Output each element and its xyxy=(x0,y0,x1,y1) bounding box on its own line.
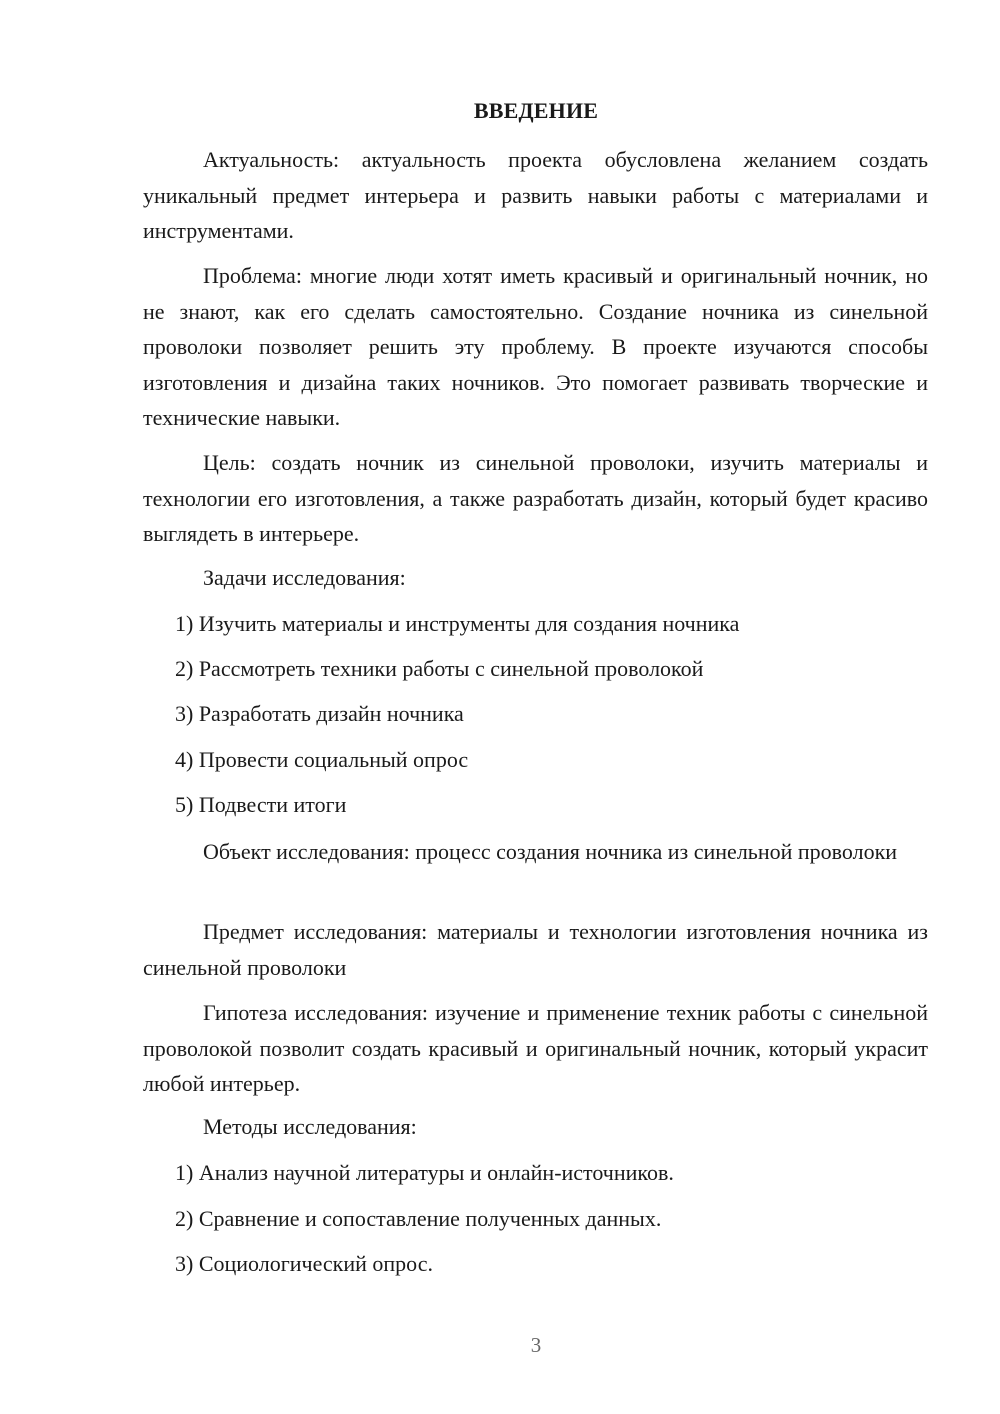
task-item: 4) Провести социальный опрос xyxy=(175,747,469,772)
task-item: 1) Изучить материалы и инструменты для создания ночника xyxy=(175,611,740,636)
relevance-paragraph: Актуальность: актуальность проекта обусловлена желанием создать уникальный предмет интерьера и развить навыки работы с материалами и инструментами. xyxy=(143,147,928,243)
page-title: ВВЕДЕНИЕ xyxy=(473,98,599,123)
method-item: 2) Сравнение и сопоставление полученных данных. xyxy=(175,1206,662,1231)
task-item: 5) Подвести итоги xyxy=(175,792,347,817)
tasks-heading: Задачи исследования: xyxy=(203,565,406,590)
task-item: 3) Разработать дизайн ночника xyxy=(175,701,464,726)
hypothesis-paragraph: Гипотеза исследования: изучение и применение техник работы с синельной проволокой позволит создать красивый и оригинальный ночник, который украсит любой интерьер. xyxy=(143,1000,928,1096)
object-paragraph: Объект исследования: процесс создания ночника из синельной проволоки xyxy=(203,839,898,864)
subject-paragraph: Предмет исследования: материалы и технологии изготовления ночника из синельной проволоки xyxy=(143,919,928,980)
method-item: 1) Анализ научной литературы и онлайн-источников. xyxy=(175,1160,674,1185)
goal-paragraph: Цель: создать ночник из синельной проволоки, изучить материалы и технологии его изготовления, а также разработать дизайн, который будет красиво выглядеть в интерьере. xyxy=(143,450,928,546)
problem-paragraph: Проблема: многие люди хотят иметь красивый и оригинальный ночник, но не знают, как его сделать самостоятельно. Создание ночника из синельной проволоки позволяет решить эту проблему. В проекте изучаются способы изготовления и дизайна таких ночников. Это помогает развивать творческие и технические навыки. xyxy=(143,263,928,430)
method-item: 3) Социологический опрос. xyxy=(175,1251,433,1276)
methods-heading: Методы исследования: xyxy=(203,1114,417,1139)
page-number: 3 xyxy=(530,1333,542,1357)
task-item: 2) Рассмотреть техники работы с синельной проволокой xyxy=(175,656,704,681)
